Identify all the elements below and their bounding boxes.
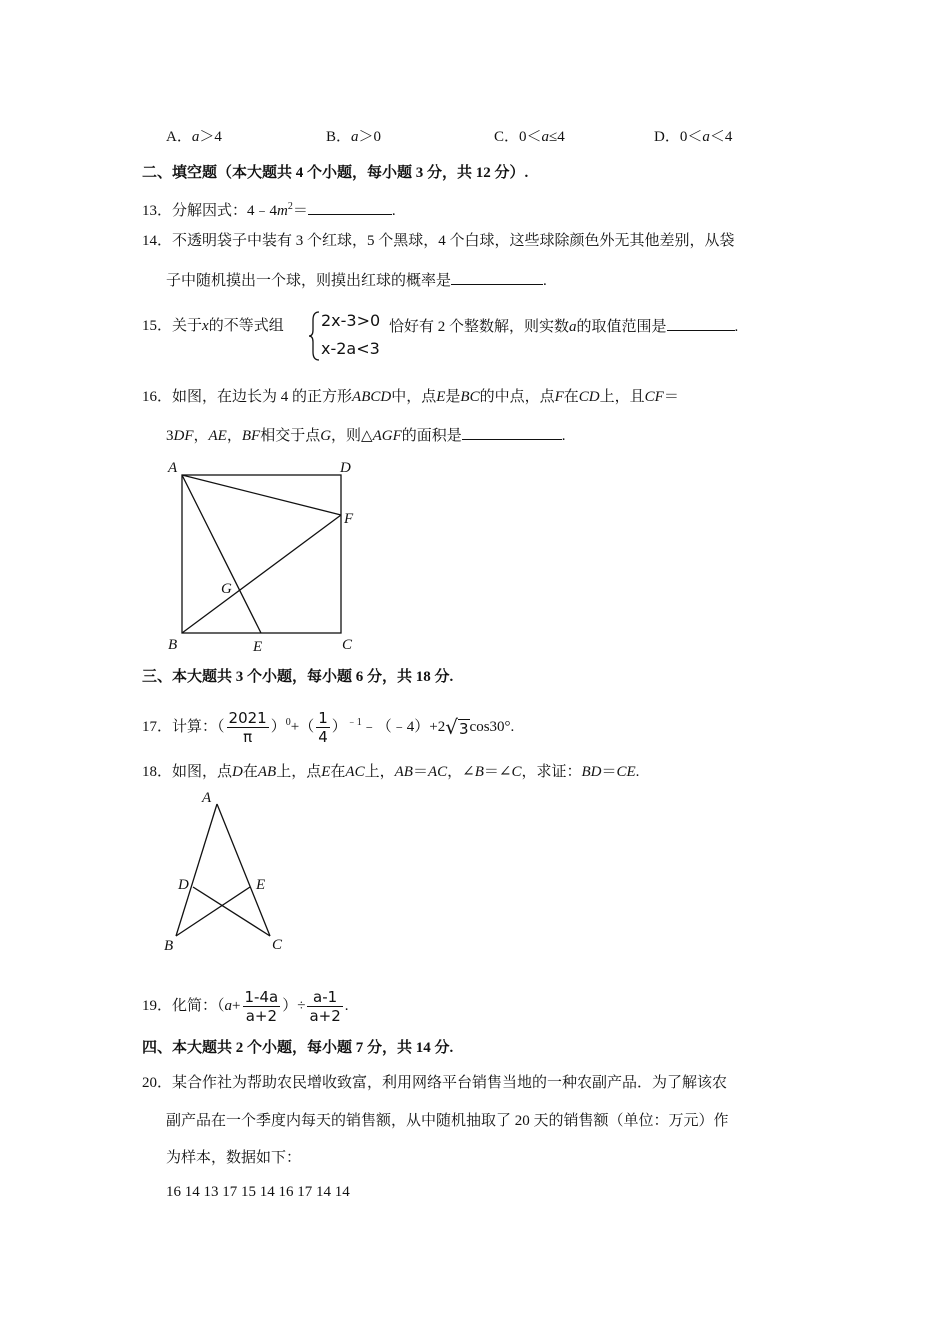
answer-blank[interactable] — [451, 270, 543, 285]
question-15: 15．关于x的不等式组 — [142, 318, 284, 334]
q12-option-d: D．0＜a＜4 — [654, 129, 733, 145]
label-a: A — [168, 460, 178, 476]
question-13: 13．分解因式：$4﹣4m^2=$ . — [142, 201, 396, 219]
question-20-line-3: 为样本，数据如下： — [166, 1150, 302, 1166]
question-15-rest: 恰好有 2 个整数解，则实数a的取值范围是 . — [389, 316, 738, 337]
segment-af — [182, 475, 341, 515]
sqrt-3: √3 — [445, 714, 469, 739]
segment-bf — [182, 515, 341, 633]
question-20-line-1: 20．某合作社为帮助农民增收致富，利用网络平台销售当地的一种农副产品．为了解该农 — [142, 1075, 728, 1091]
question-20-line-2: 副产品在一个季度内每天的销售额，从中随机抽取了 20 天的销售额（单位：万元）作 — [166, 1113, 729, 1129]
inequality-system-brace — [309, 310, 321, 362]
label-e: E — [253, 639, 263, 655]
section-3-heading: 三、本大题共 3 个小题，每小题 6 分，共 18 分. — [142, 669, 454, 685]
label-g: G — [221, 581, 232, 597]
question-20-data: 16 14 13 17 15 14 16 17 14 14 — [166, 1184, 350, 1200]
answer-blank[interactable] — [667, 316, 735, 331]
question-14-line-2: 子中随机摸出一个球，则摸出红球的概率是 . — [166, 270, 547, 291]
square-abcd — [182, 475, 341, 633]
label-e: E — [256, 877, 266, 893]
section-2-heading: 二、填空题（本大题共 4 个小题，每小题 3 分，共 12 分）. — [142, 165, 529, 181]
side-ab — [176, 804, 217, 936]
q12-option-c: C．0＜a≤4 — [494, 129, 565, 145]
triangle-figure — [160, 786, 290, 956]
side-ac — [217, 804, 270, 936]
question-18: 18．如图，点D在AB上，点E在AC上，AB＝AC，∠B＝∠C，求证：BD＝CE. — [142, 764, 640, 780]
answer-blank[interactable] — [462, 425, 562, 440]
label-c: C — [272, 937, 283, 953]
label-d: D — [340, 460, 351, 476]
question-16-line-2: 3DF，AE，BF相交于点G，则△AGF的面积是 . — [166, 425, 566, 446]
section-4-heading: 四、本大题共 2 个小题，每小题 7 分，共 14 分. — [142, 1040, 454, 1056]
inequality-1: 2x-3>0 — [321, 311, 381, 330]
segment-ae — [182, 475, 261, 633]
label-b: B — [164, 938, 174, 954]
question-14-line-1: 14．不透明袋子中装有 3 个红球，5 个黑球，4 个白球，这些球除颜色外无其他差别，从袋 — [142, 233, 735, 249]
question-17: 17．计算：（ $\frac{2021}{\pi}$ ）$^0$+（ $\frac{1}{4}$ ）$^{﹣1}$﹣（﹣4）+2√3cos30°. — [142, 703, 514, 749]
q12-option-a: A．a＞4 — [166, 129, 222, 145]
label-d: D — [178, 877, 189, 893]
segment-dc — [193, 887, 270, 936]
label-b: B — [168, 637, 178, 653]
question-19: 19．化简：（a+ $\frac{1-4a}{a+2}$ ）÷ $\frac{a-1}{a+2}$ . — [142, 988, 349, 1026]
segment-be — [176, 887, 250, 936]
question-16-line-1: 16．如图，在边长为 4 的正方形ABCD中，点E是BC的中点，点F在CD上，且CF＝ — [142, 389, 679, 405]
square-figure — [160, 455, 365, 655]
label-c: C — [342, 637, 353, 653]
answer-blank[interactable] — [308, 200, 392, 215]
q12-option-b: B．a＞0 — [326, 129, 382, 145]
label-f: F — [344, 511, 354, 527]
label-a: A — [202, 790, 212, 806]
inequality-2: x-2a<3 — [321, 339, 380, 358]
